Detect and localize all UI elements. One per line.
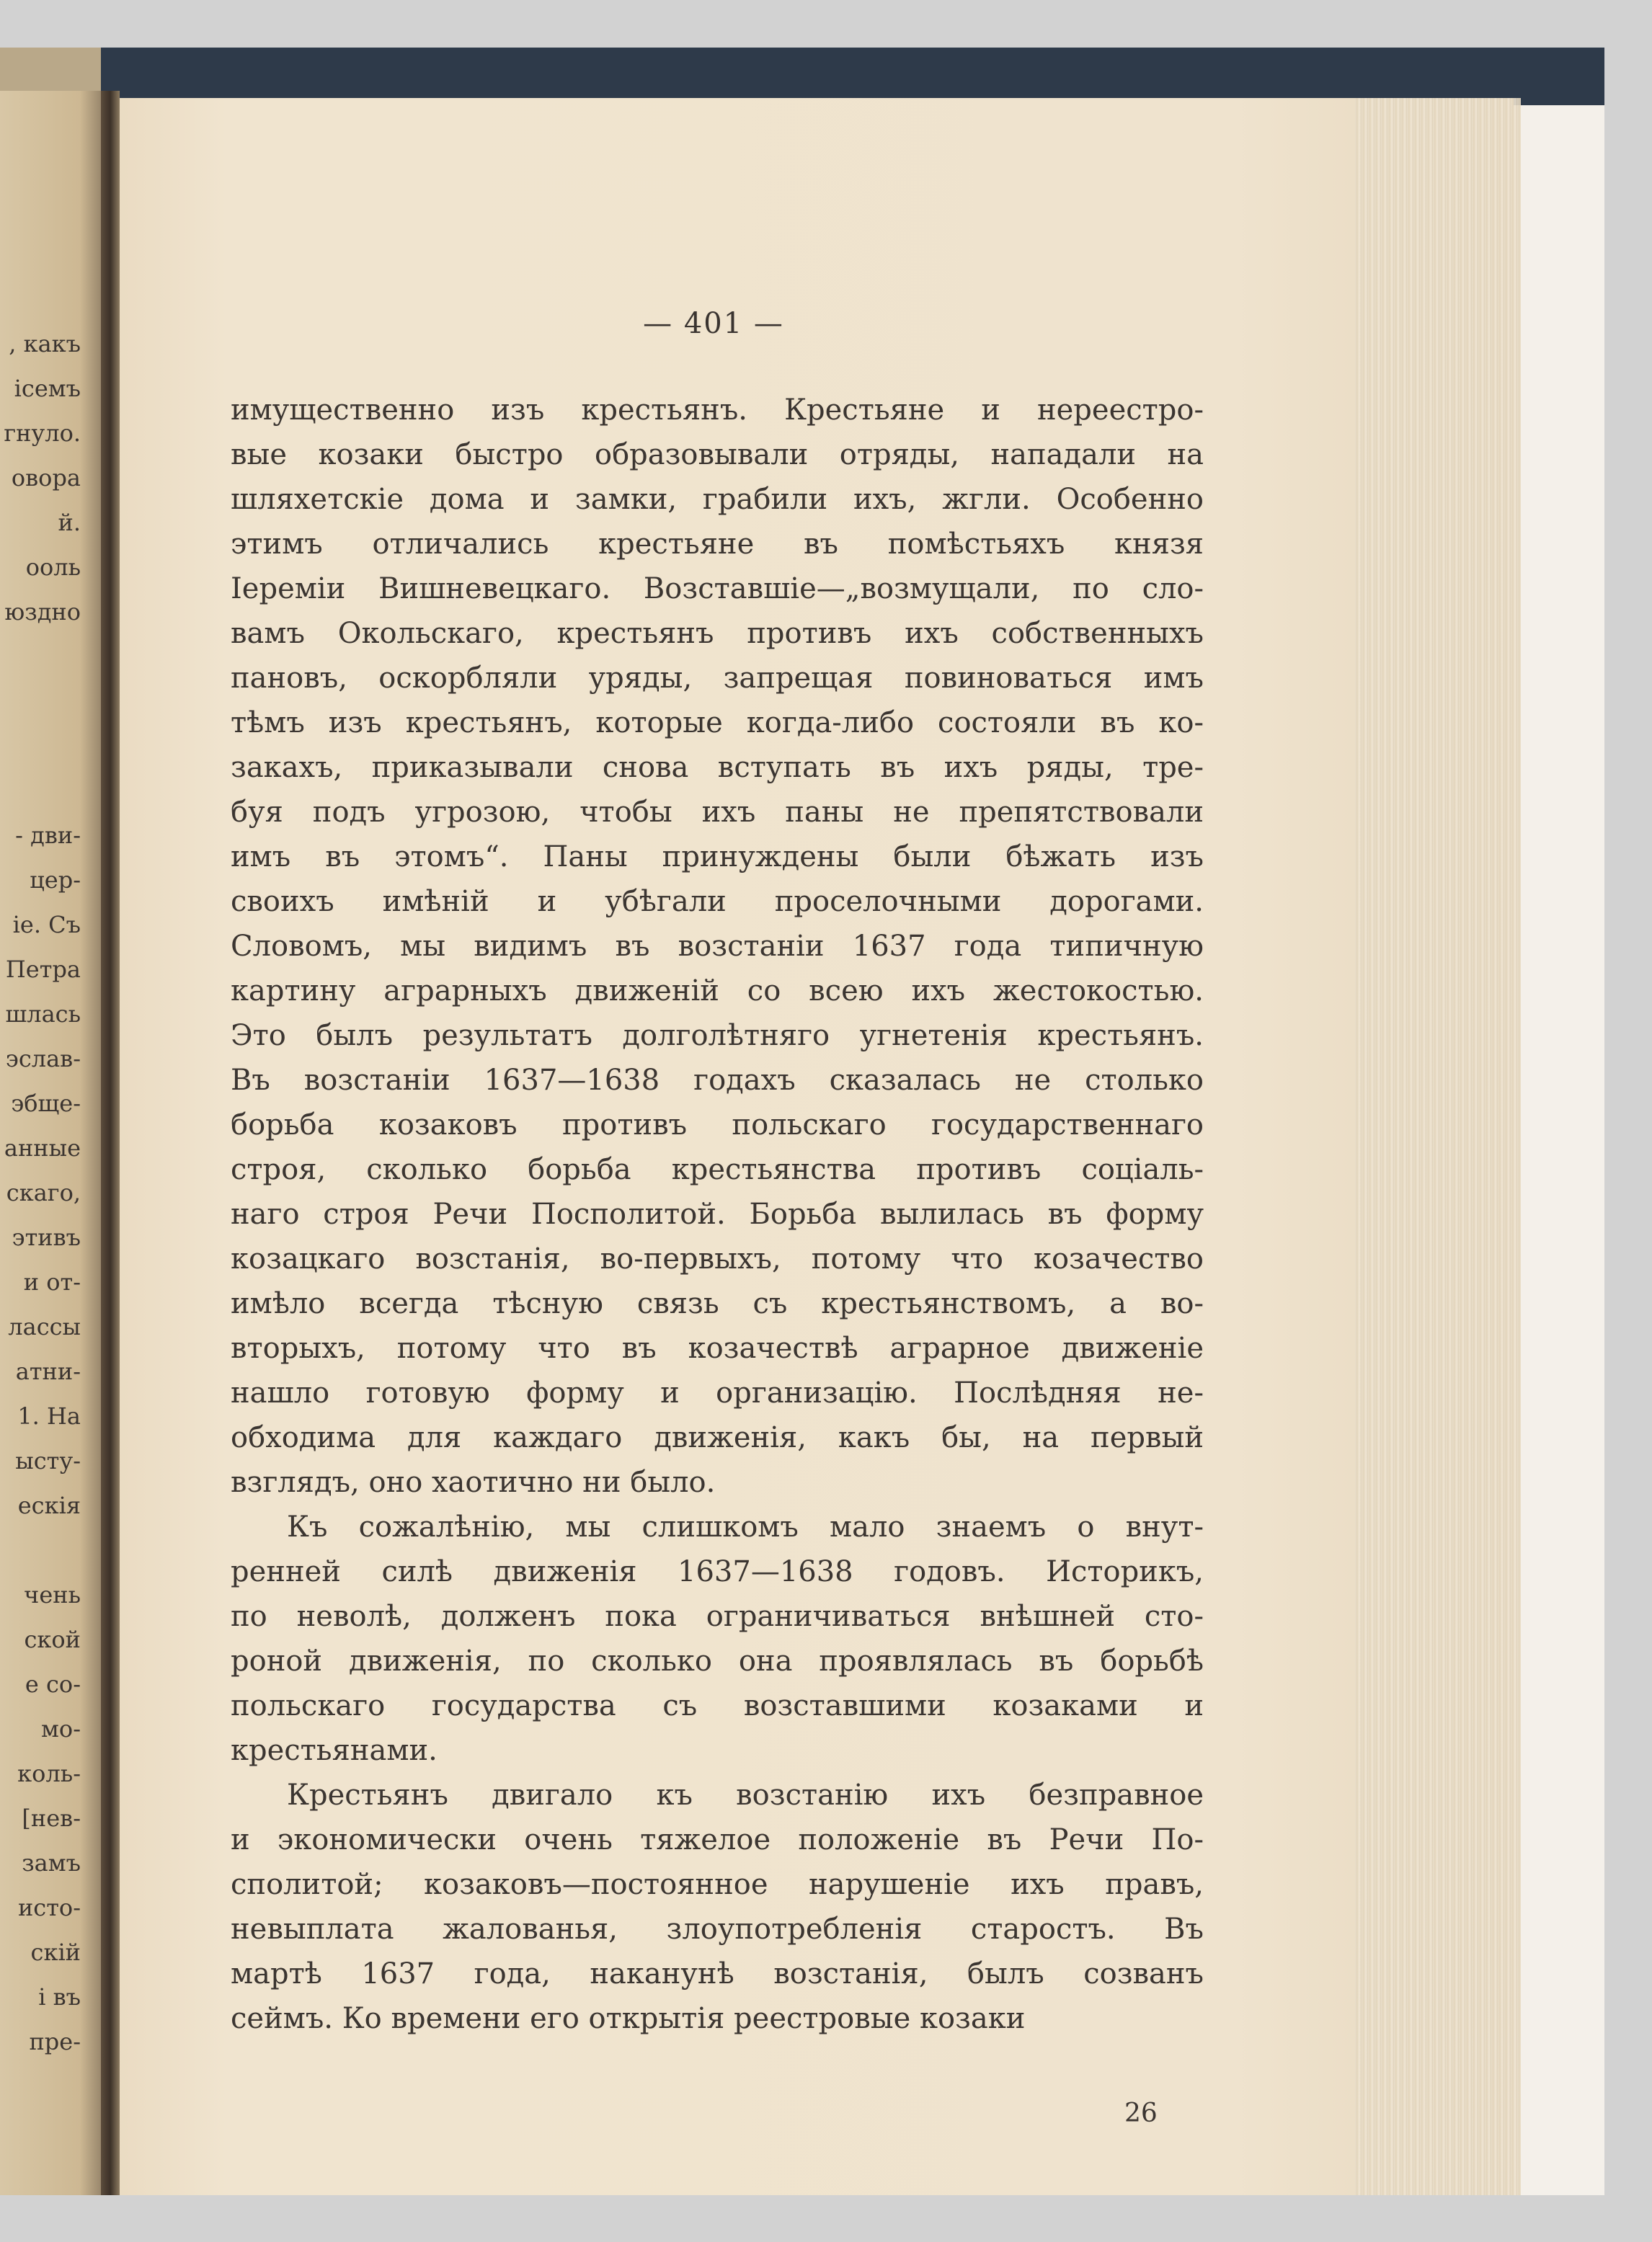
left-page-fragment: исто- <box>17 1894 81 1921</box>
text-line: Крестьянъ двигало къ возстанію ихъ безправное <box>287 1779 1204 1812</box>
page-edges <box>1355 98 1521 2195</box>
left-page-fragment: гнуло. <box>4 419 81 447</box>
text-line: вторыхъ, потому что въ козачествѣ аграрное движеніе <box>231 1332 1204 1365</box>
body-text <box>231 388 1204 2041</box>
left-page-fragment: ской <box>24 1626 81 1653</box>
left-page-text <box>0 321 81 2064</box>
text-line: польскаго государства съ возставшими козаками и <box>231 1689 1204 1722</box>
text-line: сполитой; козаковъ—постоянное нарушеніе ихъ правъ, <box>231 1868 1204 1901</box>
text-line: закахъ, приказывали снова вступать въ ихъ ряды, тре- <box>231 751 1204 784</box>
text-line: Іереміи Вишневецкаго. Возставшіе—„возмущали, по сло- <box>231 572 1204 605</box>
text-line: роной движенія, по сколько она проявлялась въ борьбѣ <box>231 1645 1204 1678</box>
text-line: шляхетскіе дома и замки, грабили ихъ, жгли. Особенно <box>231 483 1204 516</box>
left-page-fragment <box>0 634 81 679</box>
left-page-fragment: е со- <box>25 1671 81 1698</box>
text-line: Въ возстаніи 1637—1638 годахъ сказалась не столько <box>231 1064 1204 1097</box>
text-line: тѣмъ изъ крестьянъ, которые когда-либо состояли въ ко- <box>231 706 1204 739</box>
left-page-fragment: , какъ <box>9 330 81 357</box>
text-line: по неволѣ, долженъ пока ограничиваться внѣшней сто- <box>231 1600 1204 1633</box>
left-page-fragment: эслав- <box>5 1045 81 1072</box>
text-line: имѣло всегда тѣсную связь съ крестьянствомъ, а во- <box>231 1287 1204 1320</box>
left-page-fragment: чень <box>24 1581 81 1609</box>
signature-mark: 26 <box>1124 2099 1158 2128</box>
text-line: взглядъ, оно хаотично ни было. <box>231 1466 716 1499</box>
text-line: сеймъ. Ко времени его открытія реестровые козаки <box>231 2002 1026 2035</box>
book-scan <box>0 48 1604 2195</box>
left-page-fragment: 1. На <box>17 1402 81 1430</box>
left-page-fragment: атни- <box>15 1358 81 1385</box>
left-page-fragment <box>0 679 81 724</box>
text-line: этимъ отличались крестьяне въ помѣстьяхъ князя <box>231 528 1204 561</box>
left-page-fragment: шлась <box>5 1000 81 1028</box>
left-page-fragment <box>0 724 81 768</box>
left-page-fragment: овора <box>11 464 81 491</box>
text-line: имъ въ этомъ“. Паны принуждены были бѣжать изъ <box>231 840 1204 873</box>
text-line: буя подъ угрозою, чтобы ихъ паны не препятствовали <box>231 796 1204 829</box>
left-page-fragment: й. <box>58 509 81 536</box>
left-page-fragment: Петра <box>5 956 81 983</box>
left-page-fragment: цер- <box>30 866 81 894</box>
book-gutter <box>101 91 120 2195</box>
text-line: пановъ, оскорбляли уряды, запрещая повиноваться имъ <box>231 662 1204 695</box>
left-page-fragment: - дви- <box>15 822 81 849</box>
left-page-fragment: ысту- <box>15 1447 81 1474</box>
text-line: вамъ Окольскаго, крестьянъ противъ ихъ собственныхъ <box>231 617 1204 650</box>
left-page-fragment: пре- <box>29 2028 81 2055</box>
left-page-fragment: і въ <box>38 1983 81 2011</box>
left-page-fragment <box>0 1528 81 1572</box>
left-page-fragment: скаго, <box>6 1179 81 1206</box>
page-number-header: — 401 — <box>643 307 784 340</box>
left-page-fragment: ескія <box>17 1492 81 1519</box>
text-line: вые козаки быстро образовывали отряды, нападали на <box>231 438 1204 471</box>
text-line: своихъ имѣній и убѣгали проселочными дорогами. <box>231 885 1204 918</box>
left-page-fragment: ісемъ <box>14 375 81 402</box>
left-page-fragment: замъ <box>22 1849 81 1877</box>
left-page-fragment: эбще- <box>11 1090 81 1117</box>
text-line: обходима для каждаго движенія, какъ бы, на первый <box>231 1421 1204 1454</box>
text-line: крестьянами. <box>231 1734 438 1767</box>
left-page-fragment: коль- <box>17 1760 81 1787</box>
text-line: невыплата жалованья, злоупотребленія старостъ. Въ <box>231 1913 1204 1946</box>
text-line: картину аграрныхъ движеній со всею ихъ жестокостью. <box>231 974 1204 1007</box>
text-line: и экономически очень тяжелое положеніе въ Речи По- <box>231 1823 1204 1856</box>
text-line: нашло готовую форму и организацію. Послѣдняя не- <box>231 1376 1204 1410</box>
left-page-fragment: и от- <box>23 1268 81 1296</box>
left-page-fragment: этивъ <box>12 1224 81 1251</box>
text-line: Словомъ, мы видимъ въ возстаніи 1637 года типичную <box>231 930 1204 963</box>
text-line: Это былъ результатъ долголѣтняго угнетенія крестьянъ. <box>231 1019 1204 1052</box>
left-page-fragment: ооль <box>25 553 81 581</box>
text-line: мартѣ 1637 года, наканунѣ возстанія, былъ созванъ <box>231 1957 1204 1990</box>
top-backdrop <box>0 48 1604 105</box>
text-line: козацкаго возстанія, во-первыхъ, потому что козачество <box>231 1242 1204 1276</box>
left-page-fragment <box>0 768 81 813</box>
text-line: наго строя Речи Посполитой. Борьба вылилась въ форму <box>231 1198 1204 1231</box>
text-line: Къ сожалѣнію, мы слишкомъ мало знаемъ о внут- <box>287 1511 1204 1544</box>
left-page-fragment: скій <box>30 1939 81 1966</box>
text-line: имущественно изъ крестьянъ. Крестьяне и нереестро- <box>231 393 1204 427</box>
main-page <box>115 98 1514 2195</box>
text-line: борьба козаковъ противъ польскаго государственнаго <box>231 1108 1204 1142</box>
left-page-fragment: анные <box>4 1134 81 1162</box>
left-page-fragment: юздно <box>4 598 81 626</box>
text-line: ренней силѣ движенія 1637—1638 годовъ. Историкъ, <box>231 1555 1204 1588</box>
left-page-fragment: лассы <box>8 1313 81 1340</box>
text-line: строя, сколько борьба крестьянства противъ соціаль- <box>231 1153 1204 1186</box>
left-page-fragment: [нев- <box>22 1805 81 1832</box>
left-page-fragment: ie. Съ <box>12 911 81 938</box>
left-page-fragment: мо- <box>41 1715 81 1743</box>
right-backdrop <box>1521 105 1604 2195</box>
